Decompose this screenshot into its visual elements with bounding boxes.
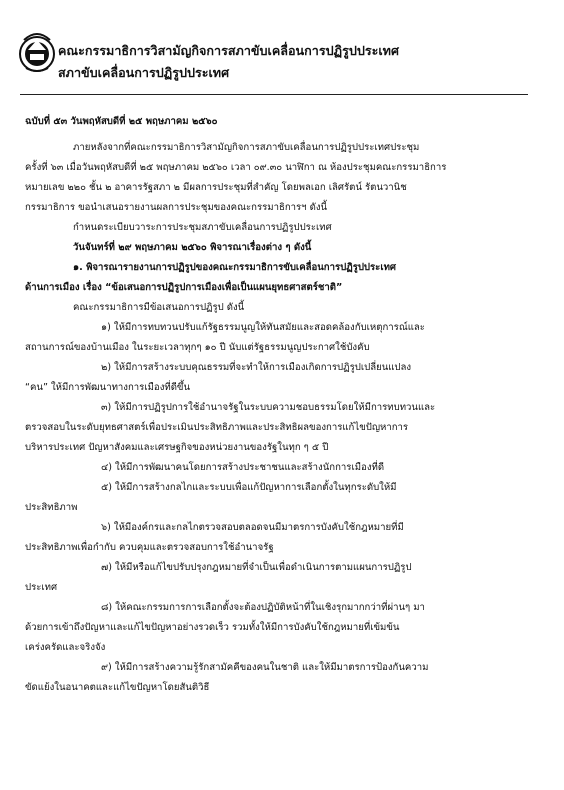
proposal-2-line-2: “คน” ให้มีการพัฒนาทางการเมืองที่ดีขึ้น [25,382,191,393]
proposal-2-line-1: ๒) ให้มีการสร้างระบบคุณธรรมที่จะทำให้การเมืองเกิดการปฏิรูปเปลี่ยนแปลง [101,362,412,373]
issue-line: ฉบับที่ ๕๓ วันพฤหัสบดีที่ ๒๕ พฤษภาคม ๒๕๖๐ [25,116,218,127]
proposal-5-line-2: ประสิทธิภาพ [25,502,78,513]
item1-topic: ด้านการเมือง เรื่อง “ข้อเสนอการปฏิรูปการเมืองเพื่อเป็นแผนยุทธศาสตร์ชาติ” [25,282,343,293]
item1-title: ๑. พิจารณารายงานการปฏิรูปของคณะกรรมาธิการขับเคลื่อนการปฏิรูปประเทศ [73,262,397,273]
agenda-line: กำหนดระเบียบวาระการประชุมสภาขับเคลื่อนการปฏิรูปประเทศ [73,222,332,233]
proposal-intro: คณะกรรมาธิการมีข้อเสนอการปฏิรูป ดังนี้ [73,302,245,313]
document-body [25,112,543,698]
intro-line-1: ภายหลังจากที่คณะกรรมาธิการวิสามัญกิจการสภาขับเคลื่อนการปฏิรูปประเทศประชุม [73,142,420,153]
proposal-7-line-1: ๗) ให้มีหรือแก้ไขปรับปรุงกฎหมายที่จำเป็นเพื่อดำเนินการตามแผนการปฏิรูป [101,562,412,573]
proposal-3-line-1: ๓) ให้มีการปฏิรูปการใช้อำนาจรัฐในระบบความชอบธรรมโดยให้มีการทบทวนและ [101,402,436,413]
proposal-8-line-1: ๘) ให้คณะกรรมการการเลือกตั้งจะต้องปฏิบัติหน้าที่ในเชิงรุกมากกว่าที่ผ่านๆ มา [101,602,425,613]
proposal-9-line-2: ขัดแย้งในอนาคตและแก้ไขปัญหาโดยสันติวิธี [25,682,210,693]
proposal-6-line-1: ๖) ให้มีองค์กรและกลไกตรวจสอบตลอดจนมีมาตรการบังคับใช้กฎหมายที่มี [101,522,404,533]
document-header [58,40,528,84]
intro-line-3: หมายเลข ๒๒๐ ชั้น ๒ อาคารรัฐสภา ๒ มีผลการประชุมที่สำคัญ โดยพลเอก เลิศรัตน์ รัตนวานิช [25,182,407,193]
proposal-6-line-2: ประสิทธิภาพเพื่อกำกับ ควบคุมและตรวจสอบการใช้อำนาจรัฐ [25,542,274,553]
proposal-8-line-3: เคร่งครัดและจริงจัง [25,642,106,653]
intro-line-4: กรรมาธิการ ขอนำเสนอรายงานผลการประชุมของคณะกรรมาธิการฯ ดังนี้ [25,202,328,213]
proposal-7-line-2: ประเทศ [25,582,58,593]
proposal-1-line-2: สถานการณ์ของบ้านเมือง ในระยะเวลาทุกๆ ๑๐ ปี นับแต่รัฐธรรมนูญประกาศใช้บังคับ [25,342,370,353]
proposal-8-line-2: ด้วยการเข้าถึงปัญหาและแก้ไขปัญหาอย่างรวดเร็ว รวมทั้งให้มีการบังคับใช้กฎหมายที่เข้มข้น [25,622,400,633]
proposal-4-line-1: ๔) ให้มีการพัฒนาคนโดยการสร้างประชาชนและสร้างนักการเมืองที่ดี [101,462,385,473]
proposal-9-line-1: ๙) ให้มีการสร้างความรู้รักสามัคคีของคนในชาติ และให้มีมาตรการป้องกันความ [101,662,429,673]
intro-line-2: ครั้งที่ ๖๓ เมื่อวันพฤหัสบดีที่ ๒๕ พฤษภาคม ๒๕๖๐ เวลา ๐๙.๓๐ นาฬิกา ณ ห้องประชุมคณะกรรมาธิการ [25,162,447,173]
proposal-3-line-2: ตรวจสอบในระดับยุทธศาสตร์เพื่อประเมินประสิทธิภาพและประสิทธิผลของการแก้ไขปัญหาการ [25,422,409,433]
header-divider [20,94,528,95]
proposal-5-line-1: ๕) ให้มีการสร้างกลไกและระบบเพื่อแก้ปัญหาการเลือกตั้งในทุกระดับให้มี [101,482,397,493]
proposal-3-line-3: บริหารประเทศ ปัญหาสังคมและเศรษฐกิจของหน่วยงานของรัฐในทุก ๆ ๕ ปี [25,442,329,453]
header-title-line2: สภาขับเคลื่อนการปฏิรูปประเทศ [58,65,230,80]
proposal-1-line-1: ๑) ให้มีการทบทวนปรับแก้รัฐธรรมนูญให้ทันสมัยและสอดคล้องกับเหตุการณ์และ [101,322,425,333]
date-line: วันจันทร์ที่ ๒๙ พฤษภาคม ๒๕๖๐ พิจารณาเรื่องต่าง ๆ ดังนี้ [73,242,312,253]
parliament-seal-icon [18,30,56,74]
header-title-line1: คณะกรรมาธิการวิสามัญกิจการสภาขับเคลื่อนการปฏิรูปประเทศ [58,43,399,58]
